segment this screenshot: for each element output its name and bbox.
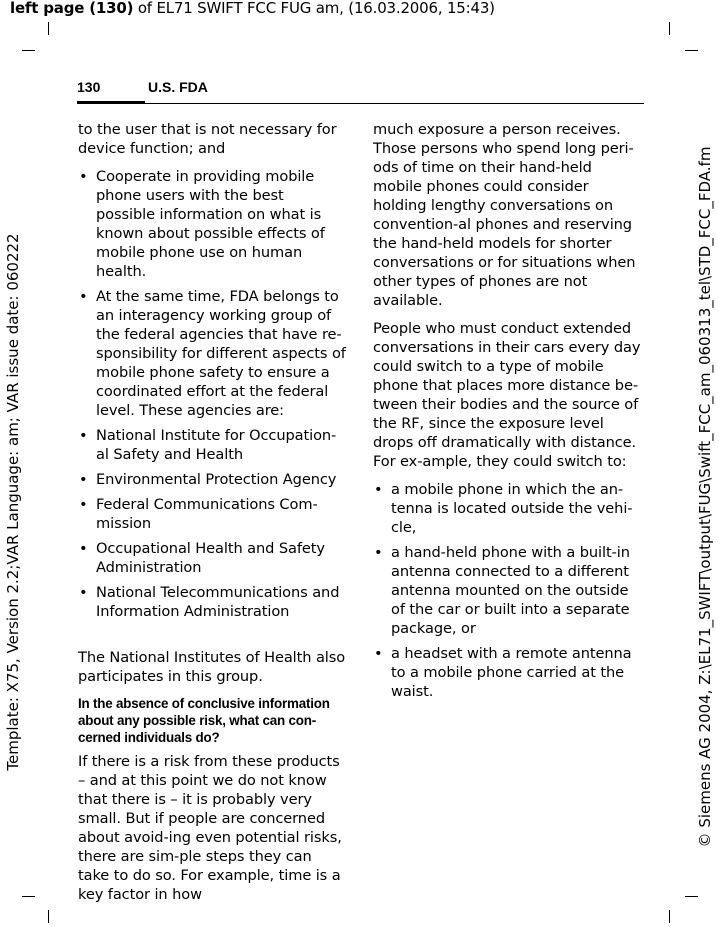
- print-imprint: [10, 0, 495, 17]
- list-item: • At the same time, FDA belongs to an interagency working group of the federal agencies that have re-sponsibility for different aspects of mobile phone safety to ensure a coordinated effort at the federal level. These agencies are:: [78, 287, 346, 420]
- phone-options-list: [373, 480, 645, 701]
- list-item: • a mobile phone in which the an-tenna is located outside the vehi-cle,: [373, 480, 645, 537]
- list-item: • National Telecommunications and Information Administration: [78, 583, 346, 621]
- crop-mark-top-right-vertical: [669, 22, 670, 35]
- fda-bullet-list: [78, 167, 346, 621]
- left-column: [78, 120, 346, 913]
- list-item: • a hand-held phone with a built-in antenna connected to a different antenna mounted on the outside of the car or built into a separate package, or: [373, 543, 645, 638]
- list-item: • Environmental Protection Agency: [78, 470, 346, 489]
- template-info-vertical: [3, 233, 23, 771]
- crop-mark-top-left-vertical: [48, 22, 49, 35]
- page-title: U.S. FDA: [148, 79, 208, 95]
- imprint-page-ref: left page (130): [10, 0, 134, 17]
- list-item: • National Institute for Occupation-al Safety and Health: [78, 426, 346, 464]
- extended-conversations-paragraph: People who must conduct extended conversations in their cars every day could switch to a type of mobile phone that places more distance be-tween their bodies and the source of the RF, since the exposure level drops off dramatically with distance. For ex-ample, they could switch to:: [373, 320, 641, 470]
- list-item: • a headset with a remote antenna to a mobile phone carried at the waist.: [373, 644, 645, 701]
- crop-mark-top-right-horizontal: [685, 50, 698, 51]
- section-subheading: In the absence of conclusive information about any possible risk, what can con-cerned individuals do?: [78, 696, 330, 745]
- copyright-path-vertical: [695, 146, 715, 848]
- page-number: 130: [77, 79, 101, 95]
- copyright-path-text: © Siemens AG 2004, Z:\EL71_SWIFT\output\FUG\Swift_FCC_am_060313_tel\STD_FCC_FDA.fm: [696, 146, 714, 848]
- crop-mark-top-left-horizontal: [22, 50, 35, 51]
- right-column: [373, 120, 645, 707]
- continuation-text: to the user that is not necessary for device function; and: [78, 121, 337, 157]
- crop-mark-bottom-right-horizontal: [685, 896, 698, 897]
- imprint-details: of EL71 SWIFT FCC FUG am, (16.03.2006, 15:43): [133, 0, 495, 17]
- crop-mark-bottom-left-vertical: [48, 910, 49, 923]
- risk-paragraph: If there is a risk from these products – and at this point we do not know that there is – it is probably very small. But if people are concerned about avoid-ing even potential risks, there are sim-ple steps they can take to do so. For example, time is a key factor in how: [78, 753, 342, 903]
- nih-paragraph: The National Institutes of Health also participates in this group.: [78, 649, 346, 685]
- template-info-text: Template: X75, Version 2.2;VAR Language: am; VAR issue date: 060222: [4, 233, 22, 771]
- list-item: • Occupational Health and Safety Administration: [78, 539, 346, 577]
- list-item: • Cooperate in providing mobile phone users with the best possible information on what is known about possible effects of mobile phone use on human health.: [78, 167, 346, 281]
- crop-mark-bottom-right-vertical: [669, 910, 670, 923]
- crop-mark-bottom-left-horizontal: [22, 896, 35, 897]
- header-rule-thick: [77, 101, 145, 104]
- exposure-paragraph: much exposure a person receives. Those persons who spend long peri-ods of time on their hand-held mobile phones could consider holding lengthy conversations on convention-al phones and reserving the hand-held models for shorter conversations or for situations when other types of phones are not available.: [373, 121, 636, 309]
- list-item: • Federal Communications Com-mission: [78, 495, 346, 533]
- header-rule-thin: [145, 103, 644, 104]
